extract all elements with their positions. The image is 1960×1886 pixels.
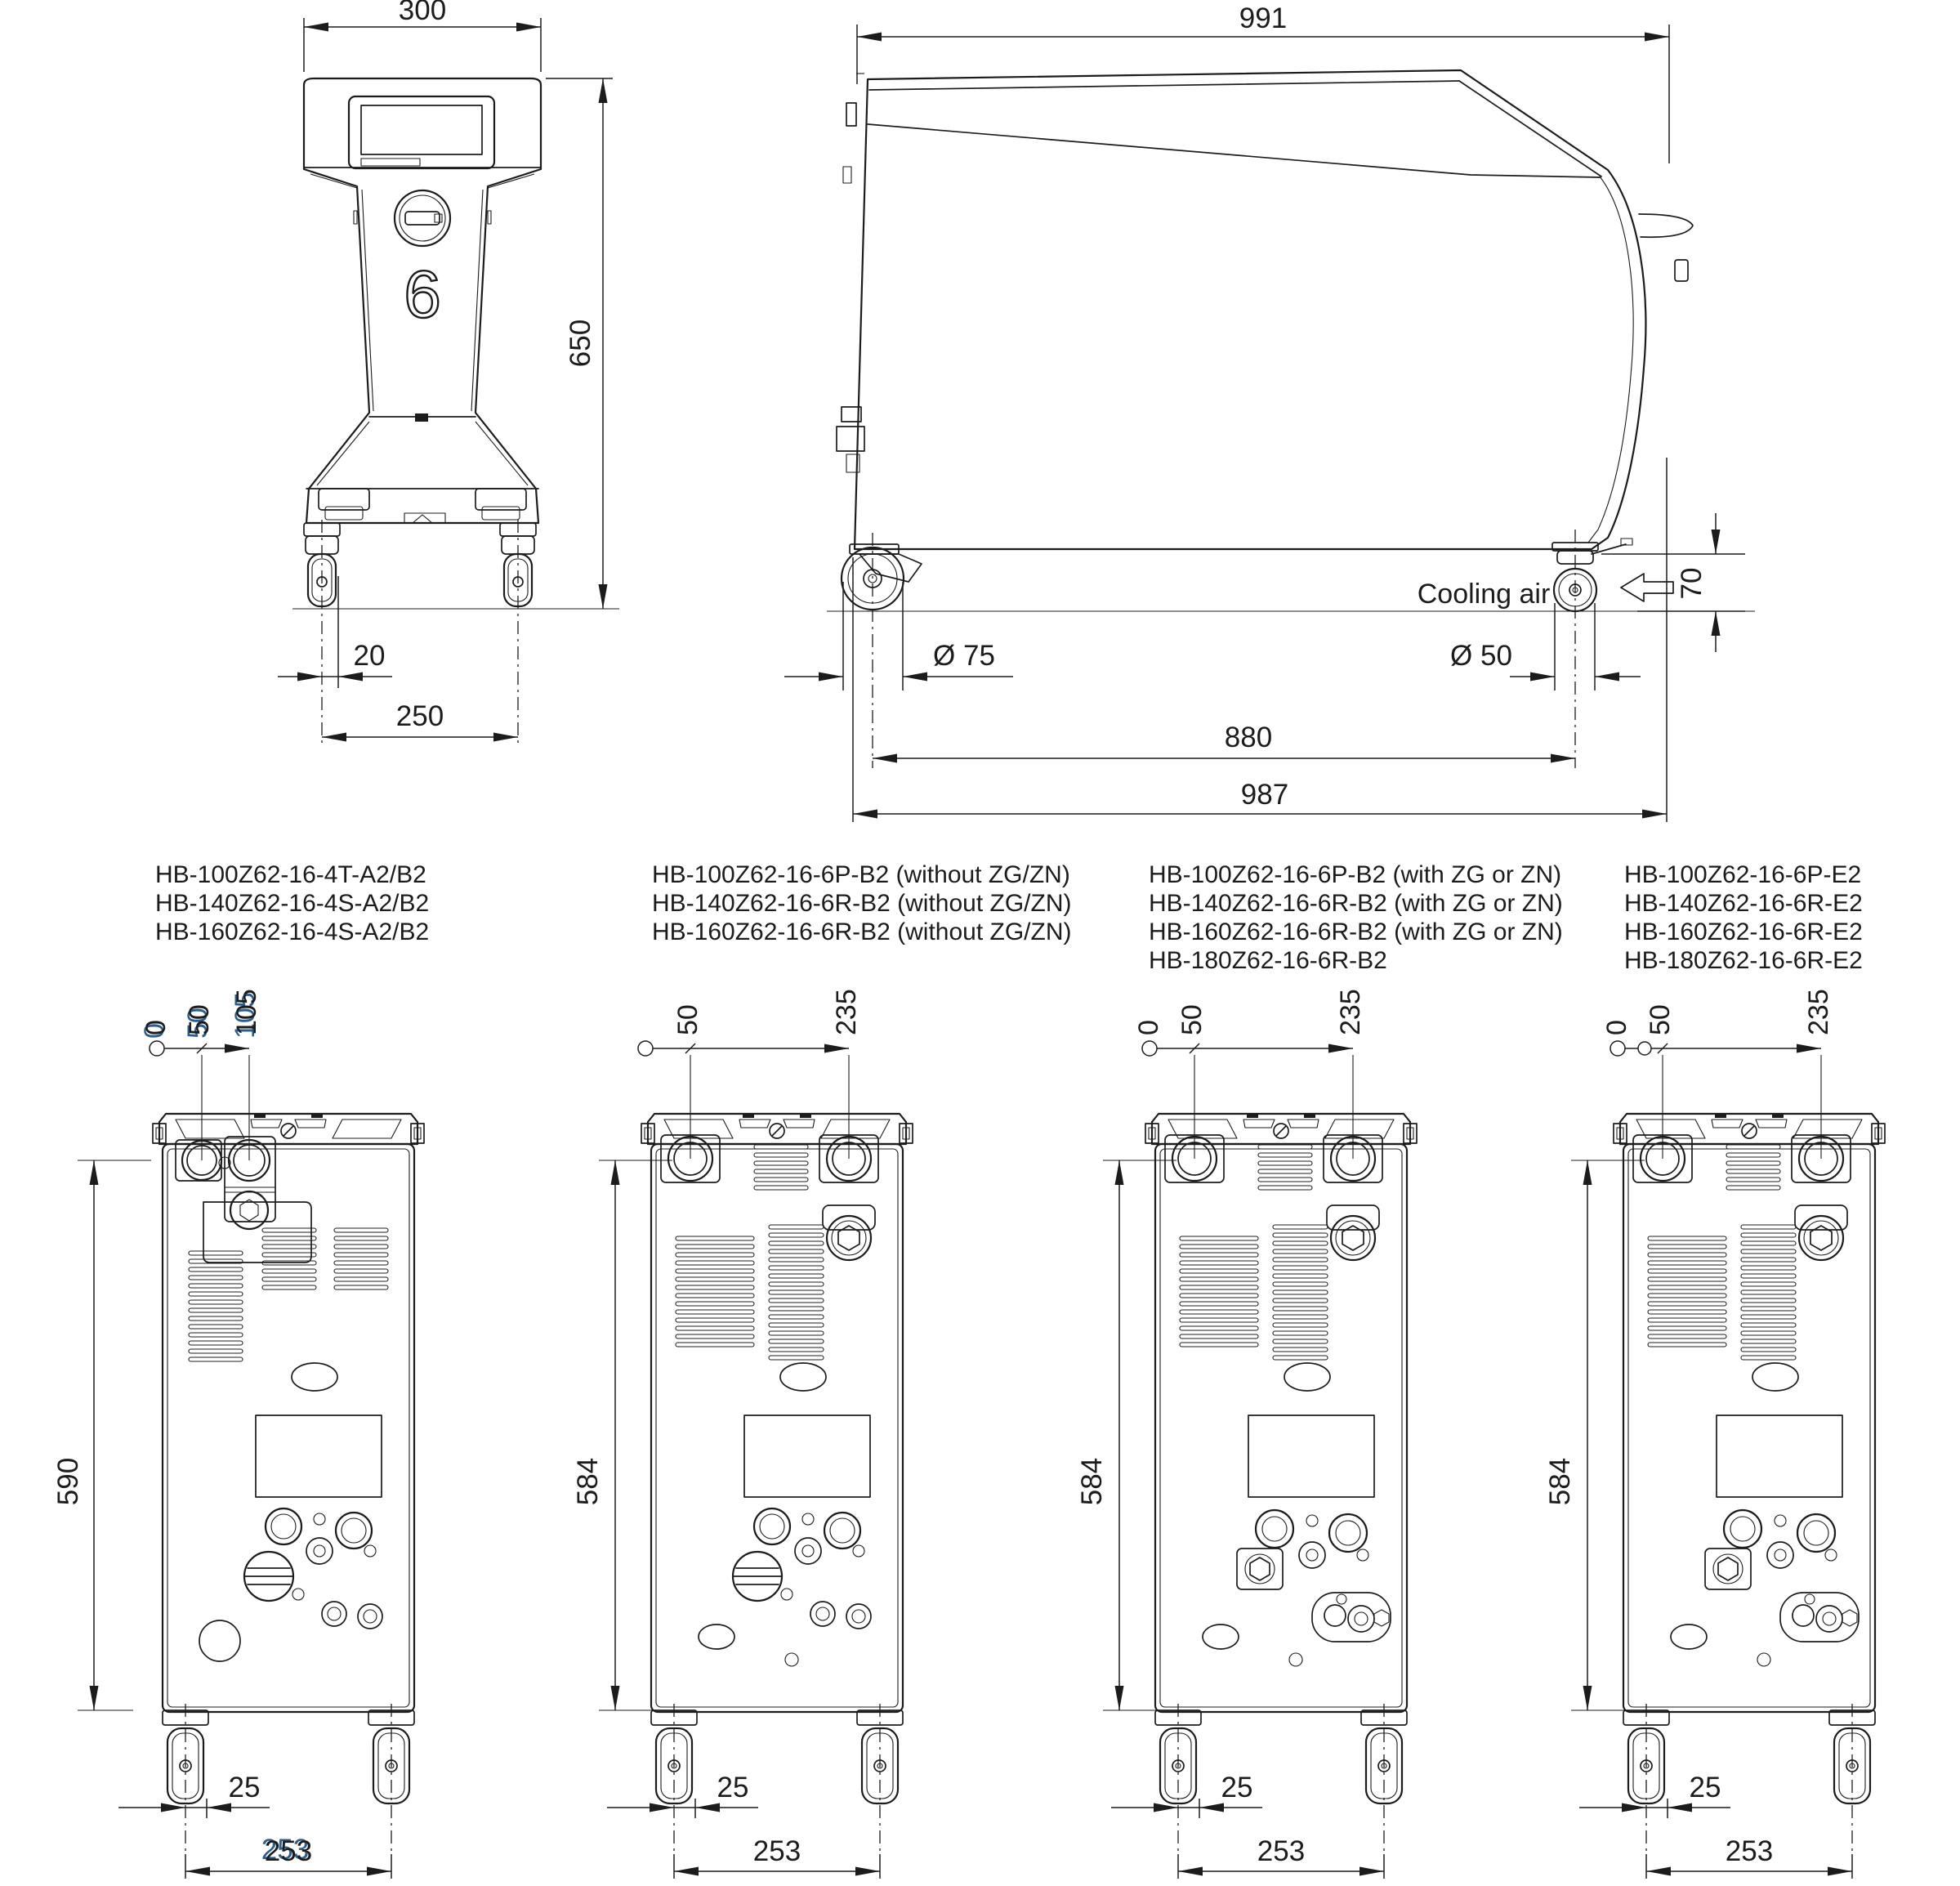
- rear1-dim-track: 253: [264, 1835, 313, 1867]
- rear2-dim-height: 584: [572, 1457, 604, 1506]
- side-overall-width-dimension: [857, 2, 1669, 163]
- side-dim-wheelbase: 880: [1224, 722, 1273, 753]
- rear-view-variant-3: [1076, 989, 1417, 1879]
- front-width-dimension: [304, 0, 541, 72]
- rear4-dim-235: 235: [1803, 989, 1834, 1035]
- rear4-dim-50: 50: [1645, 1004, 1676, 1035]
- side-view: [784, 2, 1755, 822]
- model-label: HB-140Z62-16-6R-E2: [1624, 890, 1863, 917]
- front-display-panel: [349, 96, 494, 168]
- model-column-2: [652, 861, 1072, 945]
- rear1-dim-wheel-offset: 25: [228, 1772, 261, 1803]
- front-view: [278, 0, 619, 748]
- model-label: HB-180Z62-16-6R-E2: [1624, 947, 1863, 974]
- front-dim-wheel-offset: 20: [353, 640, 386, 672]
- side-dim-front-caster: Ø 75: [933, 640, 995, 672]
- front-dim-width: 300: [398, 0, 447, 26]
- rear3-dim-50: 50: [1176, 1004, 1208, 1035]
- rear-view-variant-2: [572, 989, 913, 1879]
- front-dim-track: 250: [395, 700, 444, 732]
- cooling-air-annotation: [1418, 574, 1673, 610]
- rear2-dim-track: 253: [752, 1835, 801, 1867]
- model-column-4: [1624, 861, 1863, 974]
- model-label: HB-140Z62-16-6R-B2 (with ZG or ZN): [1149, 890, 1563, 917]
- rear1-dim-0: 0: [141, 1020, 172, 1035]
- rear1-dim-105: 105: [231, 989, 262, 1035]
- model-label: HB-140Z62-16-4S-A2/B2: [155, 890, 430, 917]
- model-column-3: [1149, 861, 1563, 974]
- side-dim-rear-caster: Ø 50: [1450, 640, 1512, 672]
- rear2-dim-wheel-offset: 25: [717, 1772, 749, 1803]
- rear4-dim-wheel-offset: 25: [1689, 1772, 1721, 1803]
- side-wheelbase-dimension: [873, 722, 1575, 763]
- brand-logo-6: 6: [404, 257, 441, 332]
- rear3-dim-height: 584: [1076, 1457, 1108, 1506]
- model-label: HB-100Z62-16-6P-B2 (without ZG/ZN): [652, 861, 1070, 888]
- model-labels: [155, 861, 1863, 974]
- model-label: HB-140Z62-16-6R-B2 (without ZG/ZN): [652, 890, 1072, 917]
- model-label: HB-100Z62-16-6P-E2: [1624, 861, 1862, 888]
- model-label: HB-180Z62-16-6R-B2: [1149, 947, 1387, 974]
- cooling-air-label: Cooling air: [1417, 579, 1551, 610]
- side-dim-overall-length: 987: [1240, 779, 1289, 811]
- rear3-dim-0: 0: [1133, 1020, 1164, 1035]
- model-label: HB-100Z62-16-6P-B2 (with ZG or ZN): [1149, 861, 1562, 888]
- side-dim-overall-width: 991: [1239, 2, 1288, 34]
- model-label: HB-160Z62-16-6R-B2 (without ZG/ZN): [652, 918, 1072, 945]
- side-dim-clearance: 70: [1676, 567, 1708, 600]
- model-column-1: [155, 861, 429, 945]
- rear2-dim-50: 50: [672, 1004, 703, 1035]
- rear2-dim-235: 235: [831, 989, 862, 1035]
- model-label: HB-160Z62-16-6R-B2 (with ZG or ZN): [1149, 918, 1563, 945]
- rear4-dim-0: 0: [1601, 1020, 1632, 1035]
- side-front-caster-dimension: [784, 582, 1013, 690]
- side-rear-caster-dimension: [1450, 603, 1641, 690]
- front-dim-height: 650: [565, 319, 596, 368]
- model-label: HB-100Z62-16-4T-A2/B2: [155, 861, 426, 888]
- rear-view-variant-4: [1544, 989, 1885, 1879]
- rear3-dim-wheel-offset: 25: [1221, 1772, 1253, 1803]
- rear4-dim-height: 584: [1544, 1457, 1576, 1506]
- front-rotary-switch: [354, 190, 491, 246]
- rear4-dim-track: 253: [1725, 1835, 1774, 1867]
- front-track-dimension: [322, 700, 518, 742]
- rear-view-variant-1: [52, 989, 424, 1879]
- model-label: HB-160Z62-16-6R-E2: [1624, 918, 1863, 945]
- side-body-outline: [837, 70, 1693, 549]
- front-height-dimension: [546, 78, 613, 609]
- rear1-dim-50: 50: [184, 1004, 215, 1035]
- cooling-air-arrow-icon: [1621, 574, 1673, 601]
- rear3-dim-235: 235: [1335, 989, 1366, 1035]
- model-label: HB-160Z62-16-4S-A2/B2: [155, 918, 430, 945]
- rear1-dim-height: 590: [52, 1457, 84, 1506]
- side-rear-caster: [1552, 530, 1632, 768]
- rear3-dim-track: 253: [1257, 1835, 1306, 1867]
